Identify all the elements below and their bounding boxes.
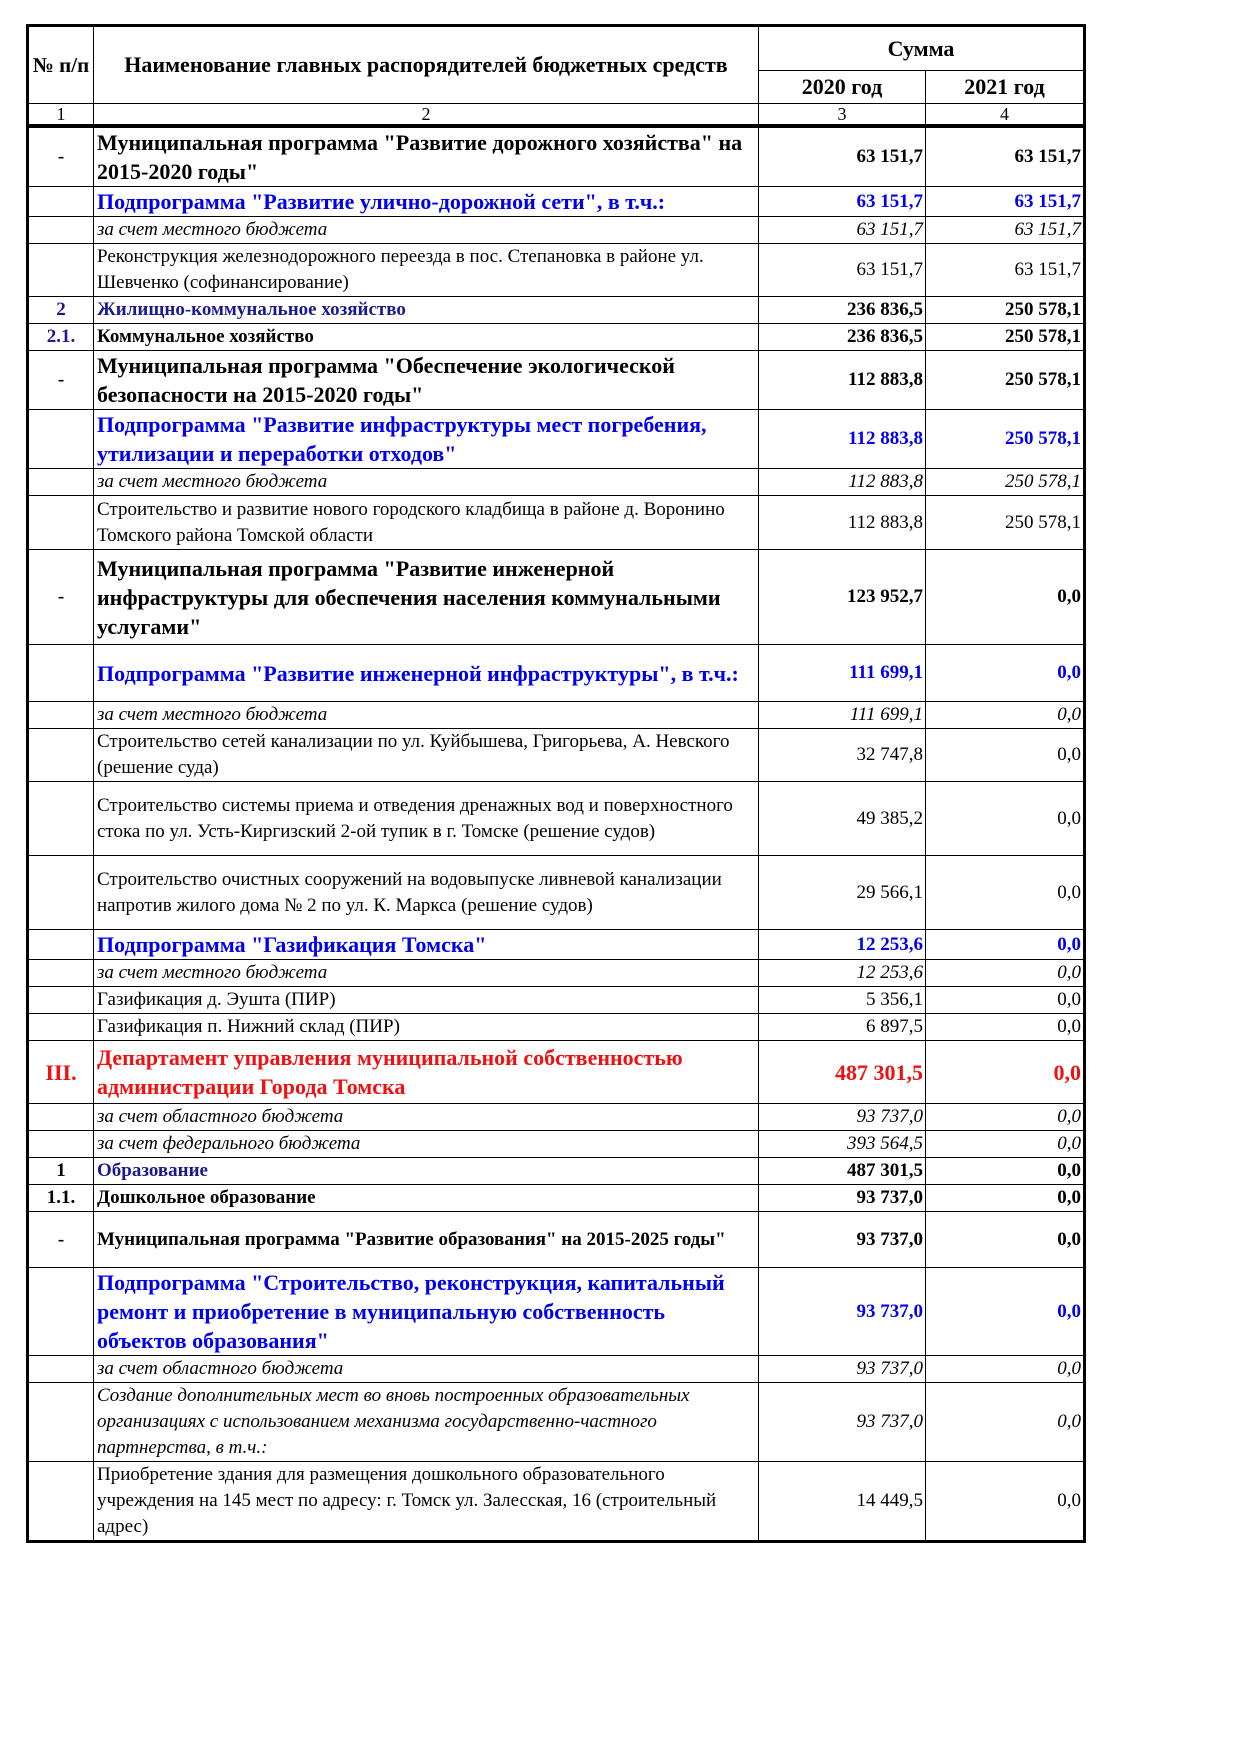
row-value-2020: 487 301,5 — [759, 1041, 926, 1104]
row-name: за счет областного бюджета — [94, 1104, 759, 1131]
row-name: Муниципальная программа "Развитие образования" на 2015-2025 годы" — [94, 1212, 759, 1268]
row-value-2021: 0,0 — [926, 1268, 1085, 1356]
row-number — [28, 410, 94, 469]
header-name: Наименование главных распорядителей бюджетных средств — [94, 26, 759, 104]
row-number: - — [28, 351, 94, 410]
table-row — [28, 960, 1085, 987]
table-row — [28, 1383, 1085, 1462]
row-name: Департамент управления муниципальной собственностью администрации Города Томска — [94, 1041, 759, 1104]
row-value-2021: 0,0 — [926, 729, 1085, 782]
table-row — [28, 351, 1085, 410]
row-number — [28, 987, 94, 1014]
row-number — [28, 645, 94, 702]
row-name: Газификация п. Нижний склад (ПИР) — [94, 1014, 759, 1041]
row-name: Жилищно-коммунальное хозяйство — [94, 297, 759, 324]
table-row — [28, 1462, 1085, 1542]
row-value-2020: 14 449,5 — [759, 1462, 926, 1542]
table-row — [28, 297, 1085, 324]
row-value-2021: 0,0 — [926, 856, 1085, 930]
row-name: Строительство системы приема и отведения дренажных вод и поверхностного стока по ул. Усть-Киргизский 2-ой тупик в г. Томске (решение судов) — [94, 782, 759, 856]
row-name: Дошкольное образование — [94, 1185, 759, 1212]
row-number — [28, 1104, 94, 1131]
row-value-2020: 393 564,5 — [759, 1131, 926, 1158]
header-num: № п/п — [28, 26, 94, 104]
row-name: за счет местного бюджета — [94, 702, 759, 729]
row-value-2020: 112 883,8 — [759, 410, 926, 469]
row-value-2020: 236 836,5 — [759, 324, 926, 351]
row-number — [28, 856, 94, 930]
row-number — [28, 782, 94, 856]
row-value-2020: 63 151,7 — [759, 126, 926, 187]
table-row — [28, 410, 1085, 469]
row-name: Строительство и развитие нового городского кладбища в районе д. Воронино Томского района Томской области — [94, 496, 759, 550]
row-value-2020: 112 883,8 — [759, 351, 926, 410]
row-name: Подпрограмма "Газификация Томска" — [94, 930, 759, 960]
row-value-2021: 0,0 — [926, 1383, 1085, 1462]
row-number — [28, 496, 94, 550]
table-row — [28, 729, 1085, 782]
table-row — [28, 217, 1085, 244]
table-row — [28, 645, 1085, 702]
row-value-2020: 29 566,1 — [759, 856, 926, 930]
row-number — [28, 930, 94, 960]
row-number: 1 — [28, 1158, 94, 1185]
row-number — [28, 729, 94, 782]
row-value-2020: 63 151,7 — [759, 187, 926, 217]
row-number: 2.1. — [28, 324, 94, 351]
row-name: Подпрограмма "Строительство, реконструкция, капитальный ремонт и приобретение в муниципальную собственность объектов образования" — [94, 1268, 759, 1356]
row-value-2021: 0,0 — [926, 702, 1085, 729]
table-row — [28, 187, 1085, 217]
table-row — [28, 1356, 1085, 1383]
row-name: за счет федерального бюджета — [94, 1131, 759, 1158]
row-value-2021: 0,0 — [926, 960, 1085, 987]
row-name: Коммунальное хозяйство — [94, 324, 759, 351]
row-value-2020: 93 737,0 — [759, 1212, 926, 1268]
table-row — [28, 244, 1085, 297]
table-row — [28, 550, 1085, 645]
row-name: Подпрограмма "Развитие инженерной инфраструктуры", в т.ч.: — [94, 645, 759, 702]
row-value-2021: 250 578,1 — [926, 324, 1085, 351]
table-row — [28, 1212, 1085, 1268]
table-row — [28, 1104, 1085, 1131]
row-number: - — [28, 126, 94, 187]
row-name: Подпрограмма "Развитие инфраструктуры мест погребения, утилизации и переработки отходов" — [94, 410, 759, 469]
table-row — [28, 930, 1085, 960]
row-number: - — [28, 550, 94, 645]
row-name: за счет местного бюджета — [94, 469, 759, 496]
table-row — [28, 469, 1085, 496]
col-number-1: 1 — [28, 104, 94, 127]
row-name: Строительство очистных сооружений на водовыпуске ливневой канализации напротив жилого дома № 2 по ул. К. Маркса (решение судов) — [94, 856, 759, 930]
table-row — [28, 1131, 1085, 1158]
row-name: Подпрограмма "Развитие улично-дорожной сети", в т.ч.: — [94, 187, 759, 217]
row-value-2020: 93 737,0 — [759, 1268, 926, 1356]
row-value-2021: 250 578,1 — [926, 351, 1085, 410]
row-value-2020: 63 151,7 — [759, 217, 926, 244]
row-number — [28, 1356, 94, 1383]
row-value-2021: 250 578,1 — [926, 297, 1085, 324]
row-name: Строительство сетей канализации по ул. Куйбышева, Григорьева, А. Невского (решение суда) — [94, 729, 759, 782]
row-value-2021: 0,0 — [926, 1185, 1085, 1212]
row-value-2020: 93 737,0 — [759, 1383, 926, 1462]
row-name: Образование — [94, 1158, 759, 1185]
row-value-2020: 112 883,8 — [759, 496, 926, 550]
row-name: за счет областного бюджета — [94, 1356, 759, 1383]
budget-table-page — [26, 24, 1083, 1543]
col-number-4: 4 — [926, 104, 1085, 127]
row-value-2021: 0,0 — [926, 1104, 1085, 1131]
row-value-2021: 250 578,1 — [926, 496, 1085, 550]
row-number — [28, 217, 94, 244]
row-number — [28, 469, 94, 496]
row-value-2020: 5 356,1 — [759, 987, 926, 1014]
row-value-2021: 0,0 — [926, 645, 1085, 702]
budget-table — [26, 24, 1086, 1543]
header-year-2020: 2020 год — [759, 71, 926, 104]
table-row — [28, 1158, 1085, 1185]
row-value-2021: 0,0 — [926, 1462, 1085, 1542]
row-number — [28, 960, 94, 987]
row-value-2021: 0,0 — [926, 1014, 1085, 1041]
row-value-2020: 123 952,7 — [759, 550, 926, 645]
row-value-2020: 6 897,5 — [759, 1014, 926, 1041]
col-number-2: 2 — [94, 104, 759, 127]
row-value-2021: 250 578,1 — [926, 410, 1085, 469]
row-value-2020: 12 253,6 — [759, 960, 926, 987]
row-name: Создание дополнительных мест во вновь построенных образовательных организациях с использованием механизма государственно-частного партнерства, в т.ч.: — [94, 1383, 759, 1462]
row-name: Муниципальная программа "Развитие дорожного хозяйства" на 2015-2020 годы" — [94, 126, 759, 187]
table-row — [28, 1268, 1085, 1356]
row-number — [28, 1014, 94, 1041]
row-number — [28, 244, 94, 297]
header-sum: Сумма — [759, 26, 1085, 71]
row-value-2020: 111 699,1 — [759, 645, 926, 702]
row-value-2021: 0,0 — [926, 987, 1085, 1014]
row-value-2020: 487 301,5 — [759, 1158, 926, 1185]
row-name: за счет местного бюджета — [94, 960, 759, 987]
row-value-2020: 236 836,5 — [759, 297, 926, 324]
row-value-2021: 0,0 — [926, 1041, 1085, 1104]
table-row — [28, 1014, 1085, 1041]
row-number — [28, 1462, 94, 1542]
row-value-2020: 12 253,6 — [759, 930, 926, 960]
row-number: 2 — [28, 297, 94, 324]
table-row — [28, 324, 1085, 351]
row-number — [28, 1383, 94, 1462]
row-value-2020: 93 737,0 — [759, 1104, 926, 1131]
row-value-2021: 0,0 — [926, 1131, 1085, 1158]
row-number — [28, 1131, 94, 1158]
row-value-2021: 0,0 — [926, 1158, 1085, 1185]
row-value-2021: 63 151,7 — [926, 187, 1085, 217]
row-value-2021: 0,0 — [926, 930, 1085, 960]
col-number-3: 3 — [759, 104, 926, 127]
row-number — [28, 187, 94, 217]
row-name: Реконструкция железнодорожного переезда в пос. Степановка в районе ул. Шевченко (софинансирование) — [94, 244, 759, 297]
row-value-2020: 112 883,8 — [759, 469, 926, 496]
row-value-2020: 111 699,1 — [759, 702, 926, 729]
row-value-2021: 63 151,7 — [926, 244, 1085, 297]
header-year-2021: 2021 год — [926, 71, 1085, 104]
row-value-2021: 0,0 — [926, 550, 1085, 645]
row-value-2021: 63 151,7 — [926, 217, 1085, 244]
row-name: Приобретение здания для размещения дошкольного образовательного учреждения на 145 мест по адресу: г. Томск ул. Залесская, 16 (строительный адрес) — [94, 1462, 759, 1542]
table-row — [28, 1185, 1085, 1212]
row-name: Муниципальная программа "Развитие инженерной инфраструктуры для обеспечения населения коммунальными услугами" — [94, 550, 759, 645]
row-name: Газификация д. Эушта (ПИР) — [94, 987, 759, 1014]
row-value-2020: 32 747,8 — [759, 729, 926, 782]
row-value-2020: 93 737,0 — [759, 1185, 926, 1212]
row-value-2021: 250 578,1 — [926, 469, 1085, 496]
row-value-2021: 0,0 — [926, 782, 1085, 856]
row-name: Муниципальная программа "Обеспечение экологической безопасности на 2015-2020 годы" — [94, 351, 759, 410]
row-number: - — [28, 1212, 94, 1268]
table-row — [28, 782, 1085, 856]
row-value-2020: 63 151,7 — [759, 244, 926, 297]
row-value-2021: 63 151,7 — [926, 126, 1085, 187]
row-number: 1.1. — [28, 1185, 94, 1212]
table-row — [28, 702, 1085, 729]
table-row — [28, 856, 1085, 930]
row-number — [28, 1268, 94, 1356]
table-row — [28, 987, 1085, 1014]
table-row — [28, 126, 1085, 187]
row-value-2020: 93 737,0 — [759, 1356, 926, 1383]
table-row — [28, 1041, 1085, 1104]
table-row — [28, 496, 1085, 550]
row-value-2021: 0,0 — [926, 1356, 1085, 1383]
row-number: III. — [28, 1041, 94, 1104]
row-number — [28, 702, 94, 729]
table-body — [28, 126, 1085, 1542]
row-value-2021: 0,0 — [926, 1212, 1085, 1268]
row-name: за счет местного бюджета — [94, 217, 759, 244]
row-value-2020: 49 385,2 — [759, 782, 926, 856]
